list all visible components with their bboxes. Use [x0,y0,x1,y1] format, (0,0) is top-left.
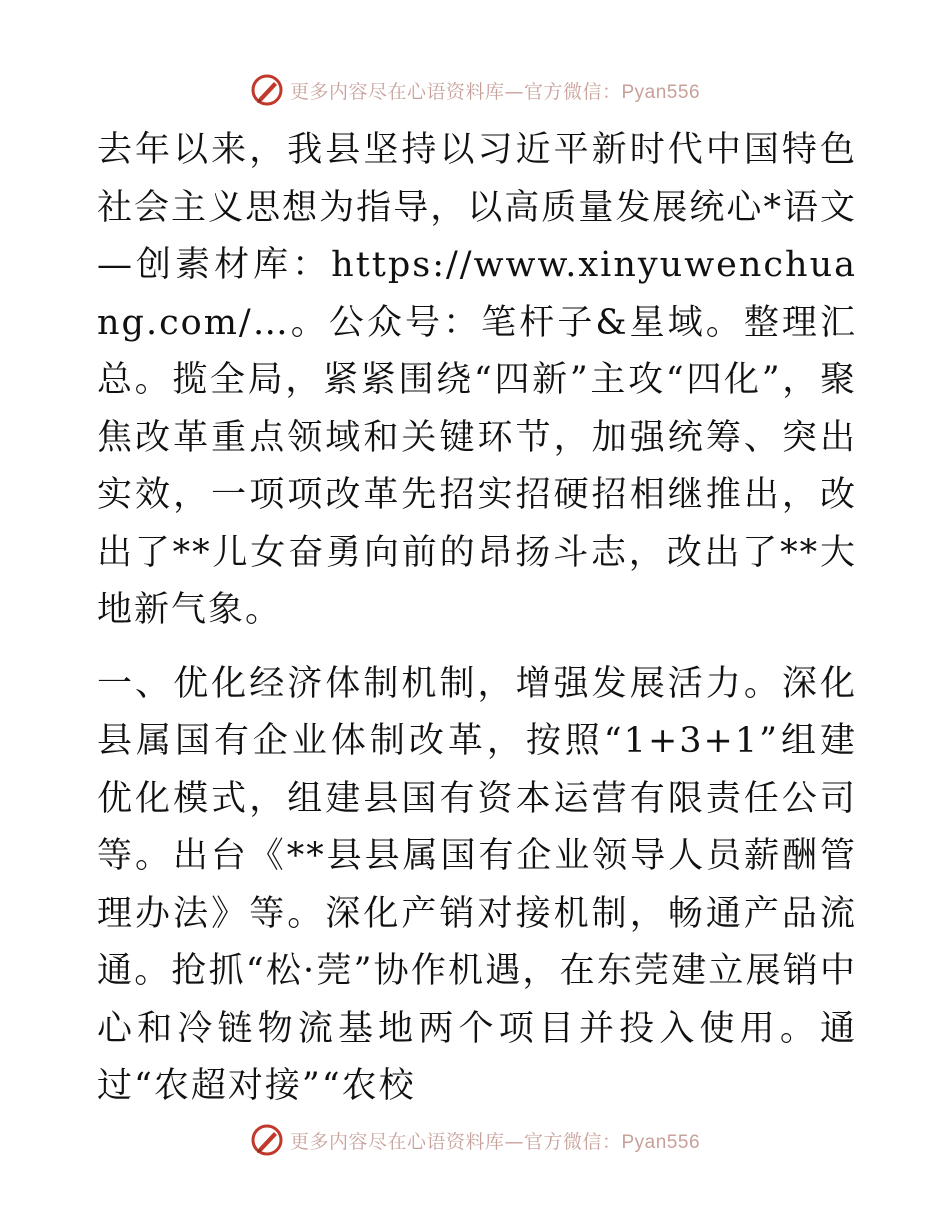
footer-banner-text [290,1127,700,1154]
footer-banner-separator: — [504,1130,524,1153]
header-banner-wechat-label: 官方微信： [523,80,622,103]
pen-logo-icon [250,1123,284,1157]
document-body [97,122,857,1116]
header-banner-separator: — [504,80,524,103]
footer-banner-wechat-label: 官方微信： [523,1130,622,1153]
paragraph-intro: 去年以来，我县坚持以习近平新时代中国特色社会主义思想为指导，以高质量发展统心*语文—创素材库：https://www.xinyuwenchuang.com/…。公众号：笔杆子&星域。整理汇总。揽全局，紧紧围绕“四新”主攻“四化”，聚焦改革重点领域和关键环节，加强统筹、突出实效，一项项改革先招实招硬招相继推出，改出了**儿女奋勇向前的昂扬斗志，改出了**大地新气象。 [97,130,857,630]
header-banner [0,70,950,110]
footer-banner-slogan: 更多内容尽在心语资料库 [289,1130,505,1153]
footer-banner-wechat-id: Pyan556 [621,1131,701,1153]
header-banner-wechat-id: Pyan556 [621,81,701,103]
header-banner-text [290,77,700,104]
header-banner-slogan: 更多内容尽在心语资料库 [289,80,505,103]
pen-logo-icon [250,73,284,107]
footer-banner [0,1120,950,1160]
paragraph-section-one: 一、优化经济体制机制，增强发展活力。深化县属国有企业体制改革，按照“1+3+1”组建优化模式，组建县国有资本运营有限责任公司等。出台《**县县属国有企业领导人员薪酬管理办法》等。深化产销对接机制，畅通产品流通。抢抓“松·莞”协作机遇，在东莞建立展销中心和冷链物流基地两个项目并投入使用。通过“农超对接”“农校 [97,663,857,1106]
